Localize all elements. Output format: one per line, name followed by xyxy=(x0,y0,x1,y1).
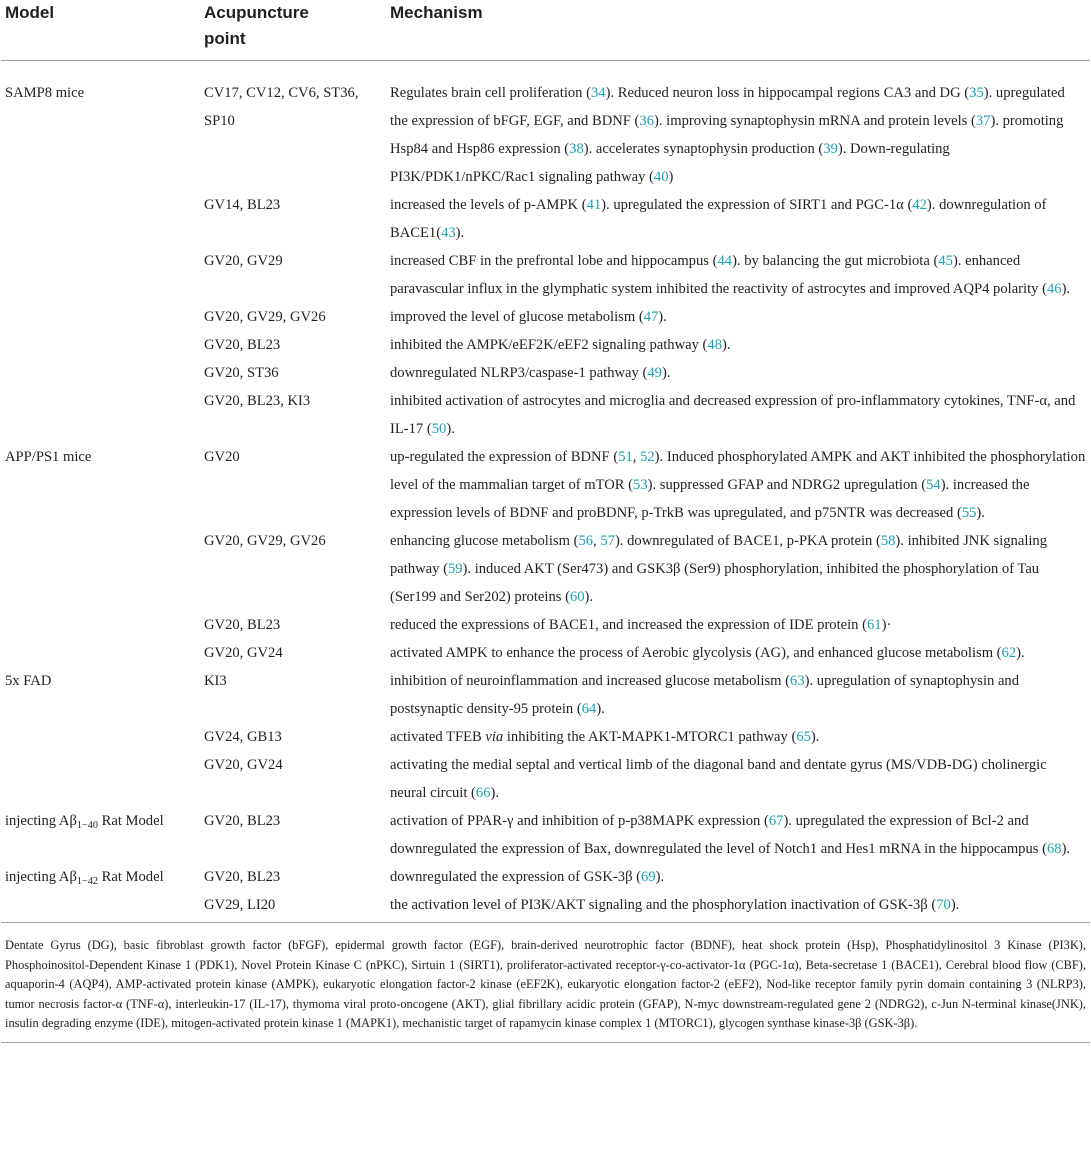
mechanism-cell xyxy=(386,443,1090,527)
italic-text: via xyxy=(485,729,504,745)
reference-link[interactable]: 65 xyxy=(796,729,811,745)
model-cell xyxy=(1,387,200,443)
acupuncture-point-cell: GV20 xyxy=(204,449,240,465)
text-segment: ). Induced phosphorylated AMPK and AKT inhibited the phosphorylation level of the mammalian target of mTOR ( xyxy=(390,449,1086,493)
reference-link[interactable]: 52 xyxy=(640,449,655,465)
mechanism-cell xyxy=(386,359,1090,387)
text-segment: ). xyxy=(661,365,671,381)
reference-link[interactable]: 39 xyxy=(823,141,838,157)
footnote-block xyxy=(1,923,1090,1043)
text-segment: increased CBF in the prefrontal lobe and hippocampus ( xyxy=(390,253,718,269)
text-segment: improved the level of glucose metabolism ( xyxy=(390,309,644,325)
text-segment: ). xyxy=(584,589,594,605)
acupuncture-point-cell: GV20, BL23 xyxy=(204,869,281,885)
table-row xyxy=(1,443,1090,527)
mechanism-cell xyxy=(386,667,1090,723)
text-segment: ). xyxy=(490,785,500,801)
text-segment: increased the levels of p-AMPK ( xyxy=(390,197,587,213)
reference-link[interactable]: 47 xyxy=(643,309,659,325)
table-row xyxy=(1,191,1090,247)
table-row xyxy=(1,891,1090,923)
mechanism-cell xyxy=(386,191,1090,247)
text-segment: ). suppressed GFAP and NDRG2 upregulation ( xyxy=(647,477,927,493)
text-segment: ). increased the expression levels of BDNF and proBDNF, p-TrkB was upregulated, and p75NTR was decreased ( xyxy=(390,477,1030,521)
model-cell: APP/PS1 mice xyxy=(5,449,92,465)
reference-link[interactable]: 34 xyxy=(591,85,606,101)
table-row xyxy=(1,639,1090,667)
table-row xyxy=(1,387,1090,443)
mechanism-cell xyxy=(386,807,1090,863)
model-cell xyxy=(1,247,200,303)
mechanisms-table xyxy=(1,0,1090,923)
acupuncture-point-cell: GV20, GV29 xyxy=(204,253,283,269)
text-segment: , xyxy=(632,449,641,465)
text-segment: ). upregulated the expression of SIRT1 and PGC-1α ( xyxy=(601,197,913,213)
reference-link[interactable]: 40 xyxy=(653,169,669,185)
text-segment: injecting Aβ xyxy=(5,813,77,829)
acupuncture-point-cell: GV20, GV24 xyxy=(204,645,283,661)
mechanism-cell xyxy=(386,527,1090,611)
acupuncture-point-cell: GV20, GV29, GV26 xyxy=(204,309,326,325)
text-segment: Rat Model xyxy=(97,869,164,885)
reference-link[interactable]: 35 xyxy=(969,85,984,101)
reference-link[interactable]: 48 xyxy=(707,337,722,353)
text-segment: downregulated NLRP3/caspase-1 pathway ( xyxy=(390,365,648,381)
table-header xyxy=(1,0,1090,61)
text-segment: ). downregulated of BACE1, p-PKA protein ( xyxy=(614,533,881,549)
text-segment: ). xyxy=(658,309,667,325)
text-segment: ). xyxy=(1016,645,1025,661)
text-segment: ). xyxy=(1061,281,1071,297)
mechanism-cell xyxy=(386,303,1090,331)
mechanism-cell xyxy=(386,723,1090,751)
text-segment: )· xyxy=(881,617,892,633)
mechanism-cell xyxy=(386,387,1090,443)
acupuncture-point-cell: GV20, BL23 xyxy=(204,813,281,829)
text-segment: injecting Aβ xyxy=(5,869,77,885)
table-container xyxy=(1,0,1090,1043)
text-segment: enhancing glucose metabolism ( xyxy=(390,533,579,549)
model-cell xyxy=(1,639,200,667)
table-body xyxy=(1,61,1090,923)
table-row xyxy=(1,751,1090,807)
text-segment: ). enhanced paravascular influx in the glymphatic system inhibited the reactivity of astrocytes and improved AQP4 polarity ( xyxy=(390,253,1047,297)
table-row xyxy=(1,667,1090,723)
reference-link[interactable]: 36 xyxy=(639,113,654,129)
reference-link[interactable]: 61 xyxy=(867,617,882,633)
text-segment: downregulated the expression of GSK-3β ( xyxy=(390,869,642,885)
text-segment: up-regulated the expression of BDNF ( xyxy=(390,449,619,465)
text-segment: ). inhibited JNK signaling pathway ( xyxy=(390,533,1048,577)
mechanism-cell xyxy=(386,891,1090,923)
text-segment: reduced the expressions of BACE1, and increased the expression of IDE protein ( xyxy=(390,617,867,633)
table-row xyxy=(1,359,1090,387)
text-segment: ). xyxy=(446,421,455,437)
text-segment: ). improving synaptophysin mRNA and protein levels ( xyxy=(654,113,976,129)
subscript-text: 1−40 xyxy=(76,820,98,831)
acupuncture-point-cell: GV20, GV29, GV26 xyxy=(204,533,326,549)
mechanism-cell xyxy=(386,247,1090,303)
acupuncture-point-cell: GV29, LI20 xyxy=(204,897,276,913)
table-row xyxy=(1,247,1090,303)
reference-link[interactable]: 41 xyxy=(586,197,602,213)
header-row xyxy=(1,0,1090,61)
reference-link[interactable]: 66 xyxy=(475,785,491,801)
header-mechanism: Mechanism xyxy=(390,3,483,22)
mechanism-cell xyxy=(386,331,1090,359)
acupuncture-point-cell: GV20, BL23 xyxy=(204,617,281,633)
model-cell xyxy=(1,303,200,331)
reference-link[interactable]: 50 xyxy=(431,421,447,437)
mechanism-cell xyxy=(386,611,1090,639)
reference-link[interactable]: 56 xyxy=(578,533,594,549)
abbreviation-footnote: Dentate Gyrus (DG), basic fibroblast growth factor (bFGF), epidermal growth factor (EGF), brain-derived neurotrophic factor (BDNF), heat shock protein (Hsp), Phosphatidylinositol 3 Kinase (PI3K), Phosphoinositol-Dependent Kinase 1 (PDK1), Novel Protein Kinase C (nPKC), Sirtuin 1 (SIRT1), proliferator-activated receptor-γ-co-activator-1α (PGC-1α), Beta-secretase 1 (BACE1), Cerebral blood flow (CBF), aquaporin-4 (AQP4), AMP-activated protein kinase (AMPK), eukaryotic elongation factor-2 kinase (eEF2K), eukaryotic elongation factor-2 (eEF2), Nod-like receptor family pyrin domain containing 3 (NLRP3), tumor necrosis factor-α (TNF-α), interleukin-17 (IL-17), thymoma viral proto-oncogene (AKT), glial fibrillary acidic protein (GFAP), N-myc downstream-regulated gene 2 (NDRG2), c-Jun N-terminal kinase(JNK), insulin degrading enzyme (IDE), mitogen-activated protein kinase 1 (MAPK1), mechanistic target of rapamycin kinase complex 1 (MTORC1), glycogen synthase kinase-3β (GSK-3β). xyxy=(5,938,1086,1031)
text-segment: ). upregulation of synaptophysin and postsynaptic density-95 protein ( xyxy=(390,673,1020,717)
text-segment: activation of PPAR-γ and inhibition of p-p38MAPK expression ( xyxy=(390,813,769,829)
text-segment: ). xyxy=(655,869,665,885)
table-row xyxy=(1,61,1090,192)
reference-link[interactable]: 64 xyxy=(581,701,597,717)
model-cell xyxy=(1,527,200,611)
reference-link[interactable]: 70 xyxy=(936,897,951,913)
text-segment: ). xyxy=(810,729,820,745)
reference-link[interactable]: 49 xyxy=(647,365,662,381)
mechanism-cell xyxy=(386,751,1090,807)
reference-link[interactable]: 69 xyxy=(641,869,656,885)
text-segment: ). xyxy=(721,337,731,353)
model-cell: SAMP8 mice xyxy=(5,85,85,101)
header-model: Model xyxy=(5,3,55,22)
model-cell xyxy=(1,863,200,891)
table-row xyxy=(1,611,1090,639)
text-segment: ). Down-regulating PI3K/PDK1/nPKC/Rac1 signaling pathway ( xyxy=(390,141,950,185)
text-segment: ). xyxy=(455,225,465,241)
reference-link[interactable]: 43 xyxy=(441,225,456,241)
acupuncture-point-cell: GV20, ST36 xyxy=(204,365,279,381)
acupuncture-point-cell: GV20, GV24 xyxy=(204,757,283,773)
text-segment: ). xyxy=(596,701,605,717)
subscript-text: 1−42 xyxy=(76,876,98,887)
reference-link[interactable]: 46 xyxy=(1046,281,1062,297)
reference-link[interactable]: 42 xyxy=(912,197,927,213)
acupuncture-point-cell: KI3 xyxy=(204,673,227,689)
model-cell: 5x FAD xyxy=(5,673,52,689)
acupuncture-point-cell: GV24, GB13 xyxy=(204,729,282,745)
model-cell xyxy=(1,359,200,387)
table-row xyxy=(1,331,1090,359)
text-segment: inhibiting the AKT-MAPK1-MTORC1 pathway ( xyxy=(503,729,797,745)
table-row xyxy=(1,863,1090,891)
table-row xyxy=(1,527,1090,611)
reference-link[interactable]: 38 xyxy=(569,141,584,157)
reference-link[interactable]: 53 xyxy=(633,477,648,493)
text-segment: ). xyxy=(976,505,985,521)
mechanism-cell xyxy=(386,639,1090,667)
text-segment: ). upregulated the expression of Bcl-2 and downregulated the expression of Bax, downregulated the level of Notch1 and Hes1 mRNA in the hippocampus ( xyxy=(390,813,1047,857)
mechanism-cell xyxy=(386,863,1090,891)
text-segment: activating the medial septal and vertical limb of the diagonal band and dentate gyrus (MS/VDB-DG) cholinergic neural circuit ( xyxy=(390,757,1047,801)
reference-link[interactable]: 62 xyxy=(1001,645,1017,661)
table-row xyxy=(1,723,1090,751)
text-segment: ). upregulated the expression of bFGF, EGF, and BDNF ( xyxy=(390,85,1065,129)
text-segment: inhibited the AMPK/eEF2K/eEF2 signaling pathway ( xyxy=(390,337,708,353)
reference-link[interactable]: 68 xyxy=(1046,841,1062,857)
text-segment: ) xyxy=(668,169,674,185)
reference-link[interactable]: 55 xyxy=(961,505,977,521)
reference-link[interactable]: 57 xyxy=(600,533,615,549)
reference-link[interactable]: 63 xyxy=(790,673,805,689)
reference-link[interactable]: 37 xyxy=(975,113,991,129)
reference-link[interactable]: 54 xyxy=(926,477,941,493)
model-cell xyxy=(1,891,200,923)
mechanism-cell xyxy=(386,61,1090,192)
text-segment: ). induced AKT (Ser473) and GSK3β (Ser9) phosphorylation, inhibited the phosphorylation of Tau (Ser199 and Ser202) proteins ( xyxy=(390,561,1040,605)
text-segment: ). promoting Hsp84 and Hsp86 expression ( xyxy=(390,113,1064,157)
header-acupuncture-point xyxy=(200,0,386,61)
reference-link[interactable]: 58 xyxy=(880,533,896,549)
text-segment: ). by balancing the gut microbiota ( xyxy=(732,253,939,269)
text-segment: ). xyxy=(950,897,960,913)
table-row xyxy=(1,807,1090,863)
model-cell xyxy=(1,331,200,359)
reference-link[interactable]: 45 xyxy=(938,253,953,269)
reference-link[interactable]: 67 xyxy=(768,813,784,829)
model-cell xyxy=(1,751,200,807)
acupuncture-point-cell: CV17, CV12, CV6, ST36, SP10 xyxy=(204,85,359,129)
acupuncture-point-cell: GV20, BL23 xyxy=(204,337,281,353)
acupuncture-point-cell: GV20, BL23, KI3 xyxy=(204,393,311,409)
text-segment: Rat Model xyxy=(97,813,164,829)
text-segment: inhibition of neuroinflammation and increased glucose metabolism ( xyxy=(390,673,791,689)
model-cell xyxy=(1,191,200,247)
reference-link[interactable]: 44 xyxy=(717,253,733,269)
model-cell xyxy=(1,611,200,639)
text-segment: inhibited activation of astrocytes and microglia and decreased expression of pro-inflammatory cytokines, TNF-α, and IL-17 ( xyxy=(390,393,1076,437)
text-segment: activated AMPK to enhance the process of Aerobic glycolysis (AG), and enhanced glucose metabolism ( xyxy=(390,645,1002,661)
text-segment: ). accelerates synaptophysin production ( xyxy=(583,141,824,157)
text-segment: ). downregulation of BACE1( xyxy=(390,197,1047,241)
acupuncture-point-cell: GV14, BL23 xyxy=(204,197,281,213)
header-acupuncture-point-label: Acupuncture point xyxy=(204,3,309,48)
text-segment: the activation level of PI3K/AKT signaling and the phosphorylation inactivation of GSK-3β ( xyxy=(390,897,937,913)
reference-link[interactable]: 51 xyxy=(618,449,633,465)
reference-link[interactable]: 60 xyxy=(569,589,585,605)
text-segment: , xyxy=(593,533,601,549)
text-segment: activated TFEB xyxy=(390,729,486,745)
reference-link[interactable]: 59 xyxy=(447,561,463,577)
table-row xyxy=(1,303,1090,331)
text-segment: ). xyxy=(1061,841,1071,857)
model-cell xyxy=(1,807,200,863)
text-segment: ). Reduced neuron loss in hippocampal regions CA3 and DG ( xyxy=(605,85,970,101)
model-cell xyxy=(1,723,200,751)
text-segment: Regulates brain cell proliferation ( xyxy=(390,85,591,101)
